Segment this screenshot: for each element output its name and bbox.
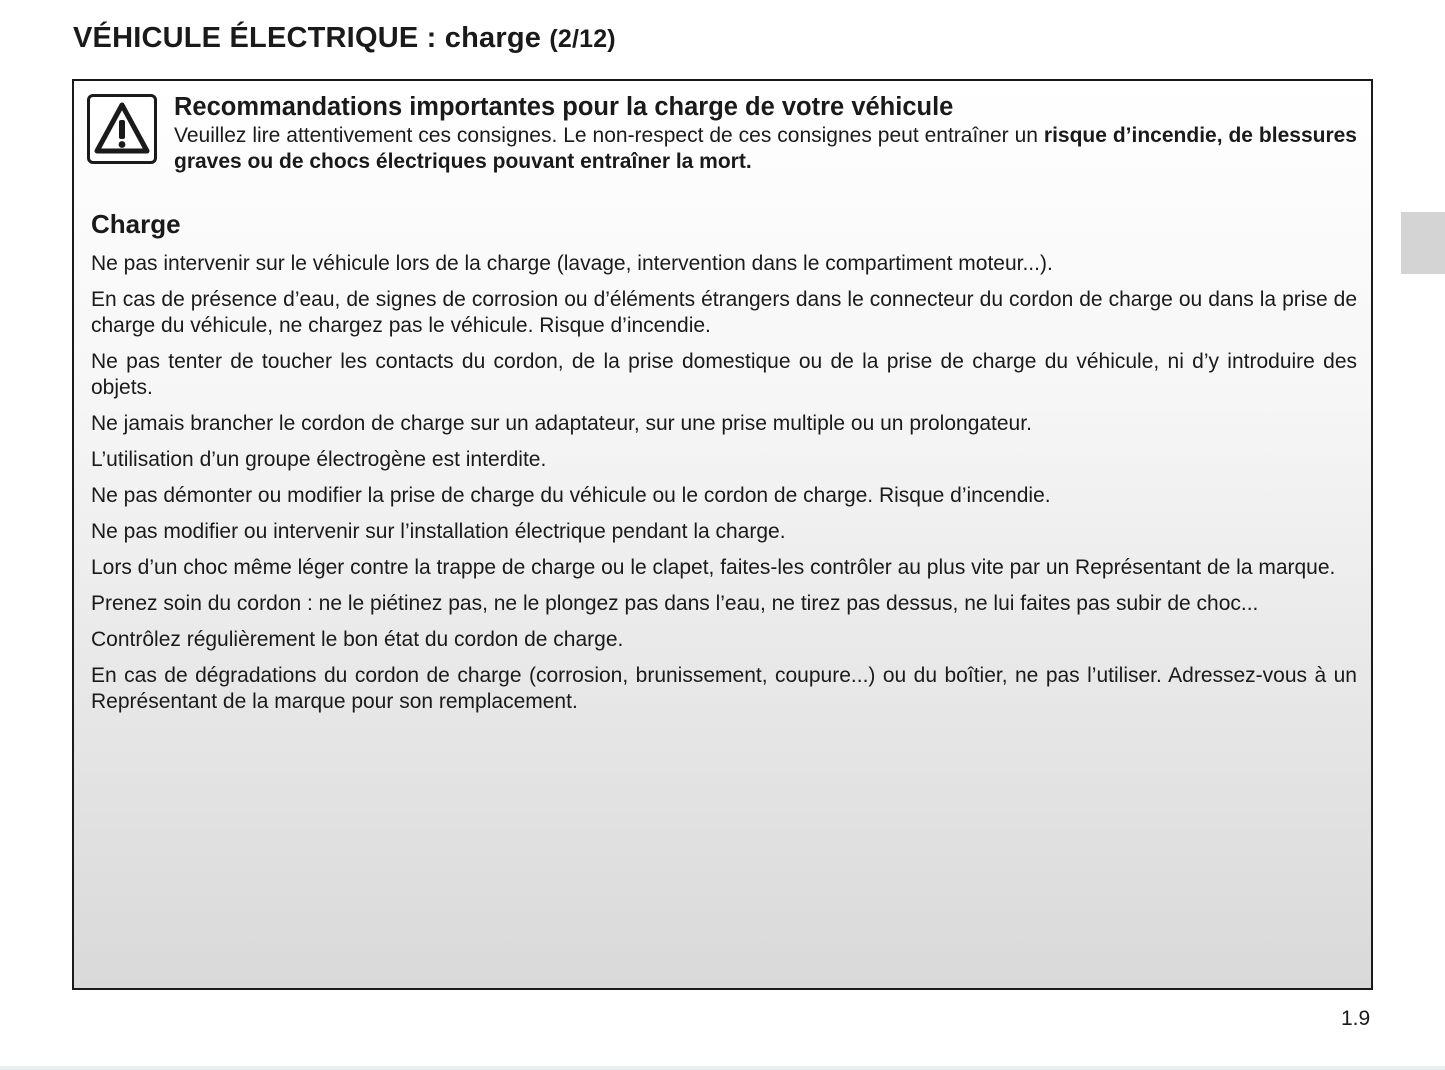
chapter-tab [1401, 212, 1445, 274]
rule-item: Contrôlez régulièrement le bon état du cordon de charge. [91, 628, 624, 651]
charge-rules-list [91, 251, 1357, 725]
warning-triangle-icon [87, 94, 157, 164]
recommendations-intro [174, 123, 1357, 175]
intro-text: Veuillez lire attentivement ces consignes. Le non-respect de ces consignes peut entraîner un [174, 124, 1044, 147]
rule-item: Ne pas tenter de toucher les contacts du cordon, de la prise domestique ou de la prise de charge du véhicule, ni d’y introduire des objets. [91, 350, 1357, 399]
rule-item: En cas de dégradations du cordon de charge (corrosion, brunissement, coupure...) ou du boîtier, ne pas l’utiliser. Adressez-vous à un Représentant de la marque pour son remplacement. [91, 664, 1357, 713]
rule-item: Ne pas modifier ou intervenir sur l’installation électrique pendant la charge. [91, 520, 786, 543]
page-number: 1.9 [1341, 1007, 1371, 1030]
page-title-text: VÉHICULE ÉLECTRIQUE : charge [73, 22, 542, 54]
warning-box [72, 79, 1373, 990]
page-title [73, 22, 616, 55]
section-heading-charge: Charge [91, 209, 181, 239]
warning-triangle-graphic [94, 101, 150, 157]
rule-item: Ne pas intervenir sur le véhicule lors de la charge (lavage, intervention dans le compartiment moteur...). [91, 252, 1053, 275]
bottom-divider [0, 1066, 1445, 1070]
rule-item: Ne jamais brancher le cordon de charge sur un adaptateur, sur une prise multiple ou un prolongateur. [91, 412, 1032, 435]
rule-item: Lors d’un choc même léger contre la trappe de charge ou le clapet, faites-les contrôler au plus vite par un Représentant de la marque. [91, 556, 1336, 579]
rule-item: Ne pas démonter ou modifier la prise de charge du véhicule ou le cordon de charge. Risque d’incendie. [91, 484, 1051, 507]
intro-emphasis: risque d’incendie, de blessures graves ou de chocs électriques pouvant entraîner la mort. [174, 124, 1357, 173]
rule-item: Prenez soin du cordon : ne le piétinez pas, ne le plongez pas dans l’eau, ne tirez pas dessus, ne lui faites pas subir de choc... [91, 592, 1259, 615]
recommendations-heading: Recommandations importantes pour la charge de votre véhicule [174, 93, 954, 121]
rule-item: L’utilisation d’un groupe électrogène est interdite. [91, 448, 547, 471]
page-indicator: (2/12) [549, 25, 616, 53]
rule-item: En cas de présence d’eau, de signes de corrosion ou d’éléments étrangers dans le connecteur du cordon de charge ou dans la prise de charge du véhicule, ne chargez pas le véhicule. Risque d’incendie. [91, 288, 1357, 337]
